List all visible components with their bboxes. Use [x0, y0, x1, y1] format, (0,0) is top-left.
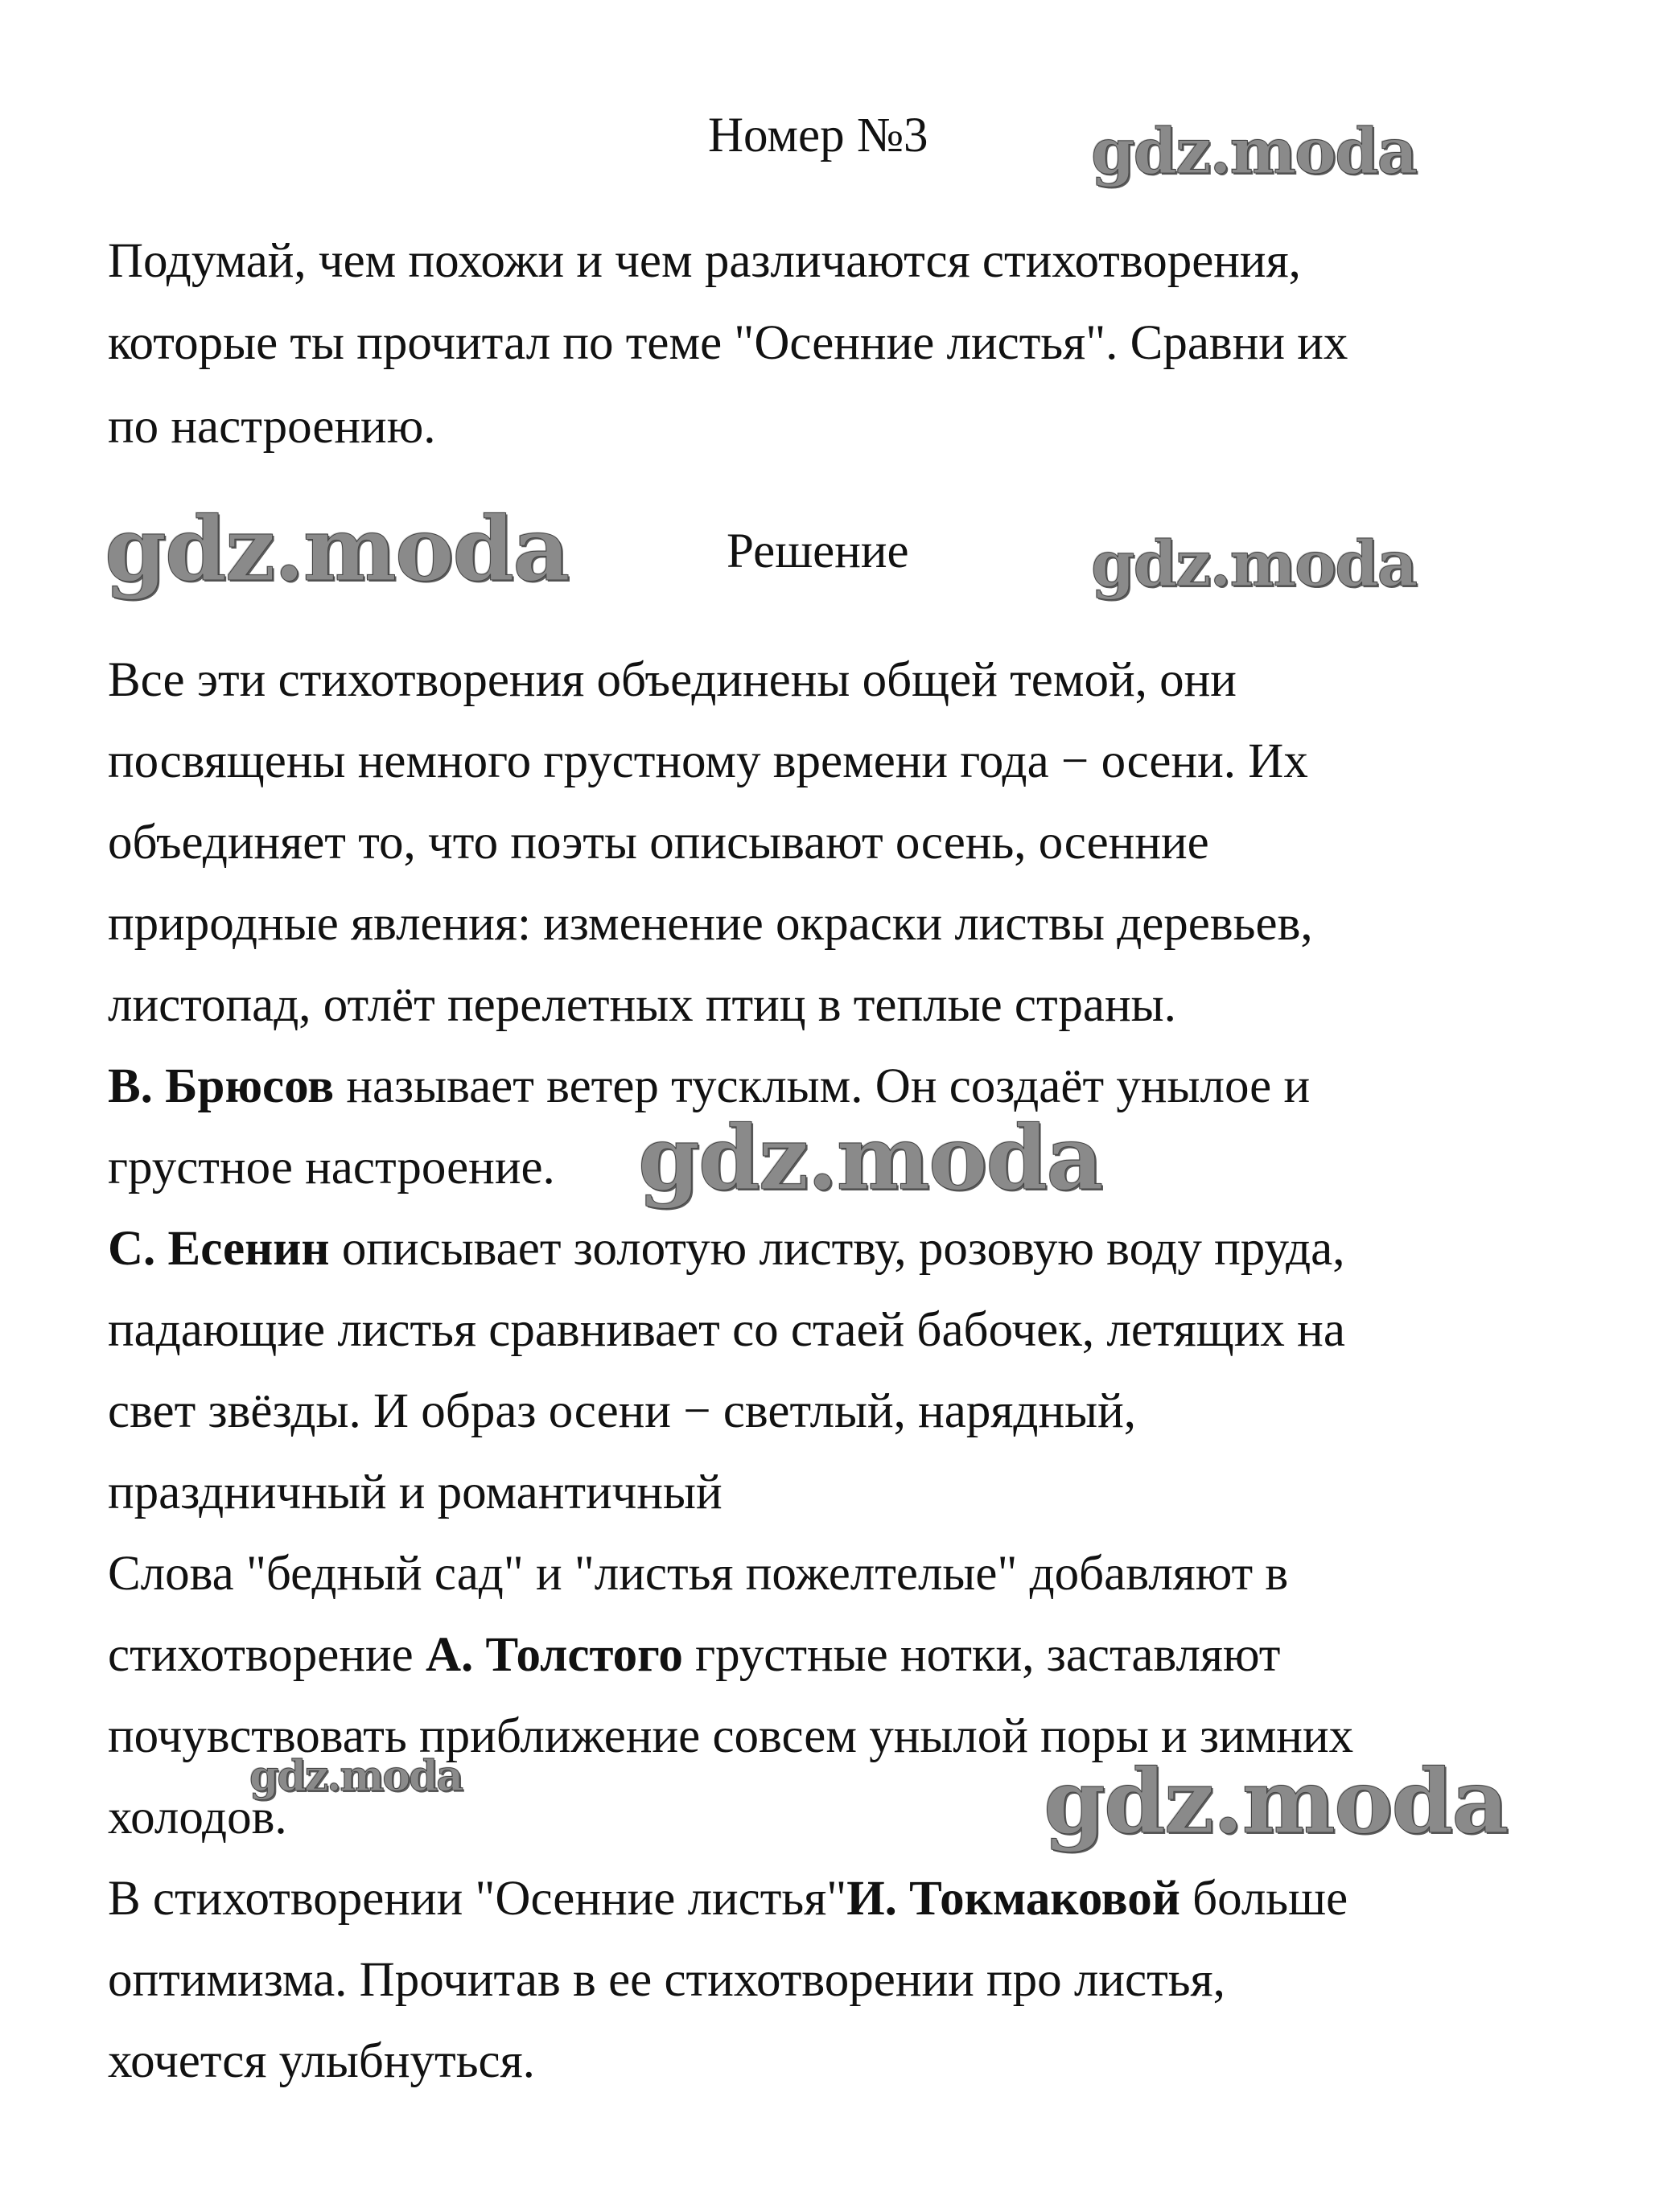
page-title: Номер №3	[708, 109, 928, 162]
bryusov-text: называет ветер тусклым. Он создаёт унылое и	[334, 1059, 1311, 1113]
tolstoy-pre: стихотворение	[108, 1628, 426, 1682]
question-line-1: Подумай, чем похожи и чем различаются стихотворения,	[108, 234, 1301, 288]
esenin-name: С. Есенин	[108, 1222, 330, 1276]
tokmakova-line-1	[108, 1872, 1348, 1926]
bryusov-line-1	[108, 1059, 1311, 1113]
tokmakova-name: И. Токмаковой	[846, 1872, 1180, 1926]
tolstoy-line-4: холодов.	[108, 1791, 287, 1844]
intro-line-5: листопад, отлёт перелетных птиц в теплые страны.	[108, 978, 1176, 1032]
watermark: gdz.moda	[249, 1752, 463, 1801]
tolstoy-line-1: Слова "бедный сад" и "листья пожелтелые" добавляют в	[108, 1547, 1289, 1601]
esenin-line-3: свет звёзды. И образ осени − светлый, нарядный,	[108, 1384, 1136, 1438]
intro-line-4: природные явления: изменение окраски листвы деревьев,	[108, 897, 1313, 951]
esenin-text: описывает золотую листву, розовую воду пруда,	[329, 1222, 1345, 1276]
tolstoy-line-2	[108, 1630, 1280, 1680]
intro-line-1: Все эти стихотворения объединены общей темой, они	[108, 653, 1237, 707]
esenin-line-1	[108, 1222, 1345, 1276]
tolstoy-text: грустные нотки, заставляют	[682, 1628, 1281, 1682]
watermark: gdz.moda	[105, 497, 569, 601]
bryusov-name: В. Брюсов	[108, 1059, 335, 1113]
watermark: gdz.moda	[1091, 528, 1417, 601]
intro-line-2: посвящены немного грустному времени года − осени. Их	[108, 734, 1308, 788]
question-line-3: по настроению.	[108, 400, 436, 454]
tokmakova-pre: В стихотворении "Осенние листья"	[108, 1872, 847, 1926]
tokmakova-line-2: оптимизма. Прочитав в ее стихотворении про листья,	[108, 1953, 1225, 2007]
tokmakova-line-3: хочется улыбнуться.	[108, 2034, 535, 2088]
tolstoy-name: А. Толстого	[425, 1628, 683, 1682]
tokmakova-text: больше	[1179, 1872, 1348, 1926]
esenin-line-2: падающие листья сравнивает со стаей бабочек, летящих на	[108, 1303, 1345, 1357]
watermark: gdz.moda	[638, 1106, 1102, 1210]
watermark: gdz.moda	[1044, 1749, 1508, 1853]
esenin-line-4: праздничный и романтичный	[108, 1466, 723, 1519]
watermark: gdz.moda	[1091, 115, 1417, 188]
bryusov-line-2: грустное настроение.	[108, 1141, 555, 1194]
tolstoy-line-3: почувствовать приближение совсем унылой поры и зимних	[108, 1709, 1354, 1763]
solution-heading: Решение	[727, 524, 909, 578]
question-line-2: которые ты прочитал по теме "Осенние листья". Сравни их	[108, 316, 1348, 370]
intro-line-3: объединяет то, что поэты описывают осень, осенние	[108, 816, 1209, 870]
